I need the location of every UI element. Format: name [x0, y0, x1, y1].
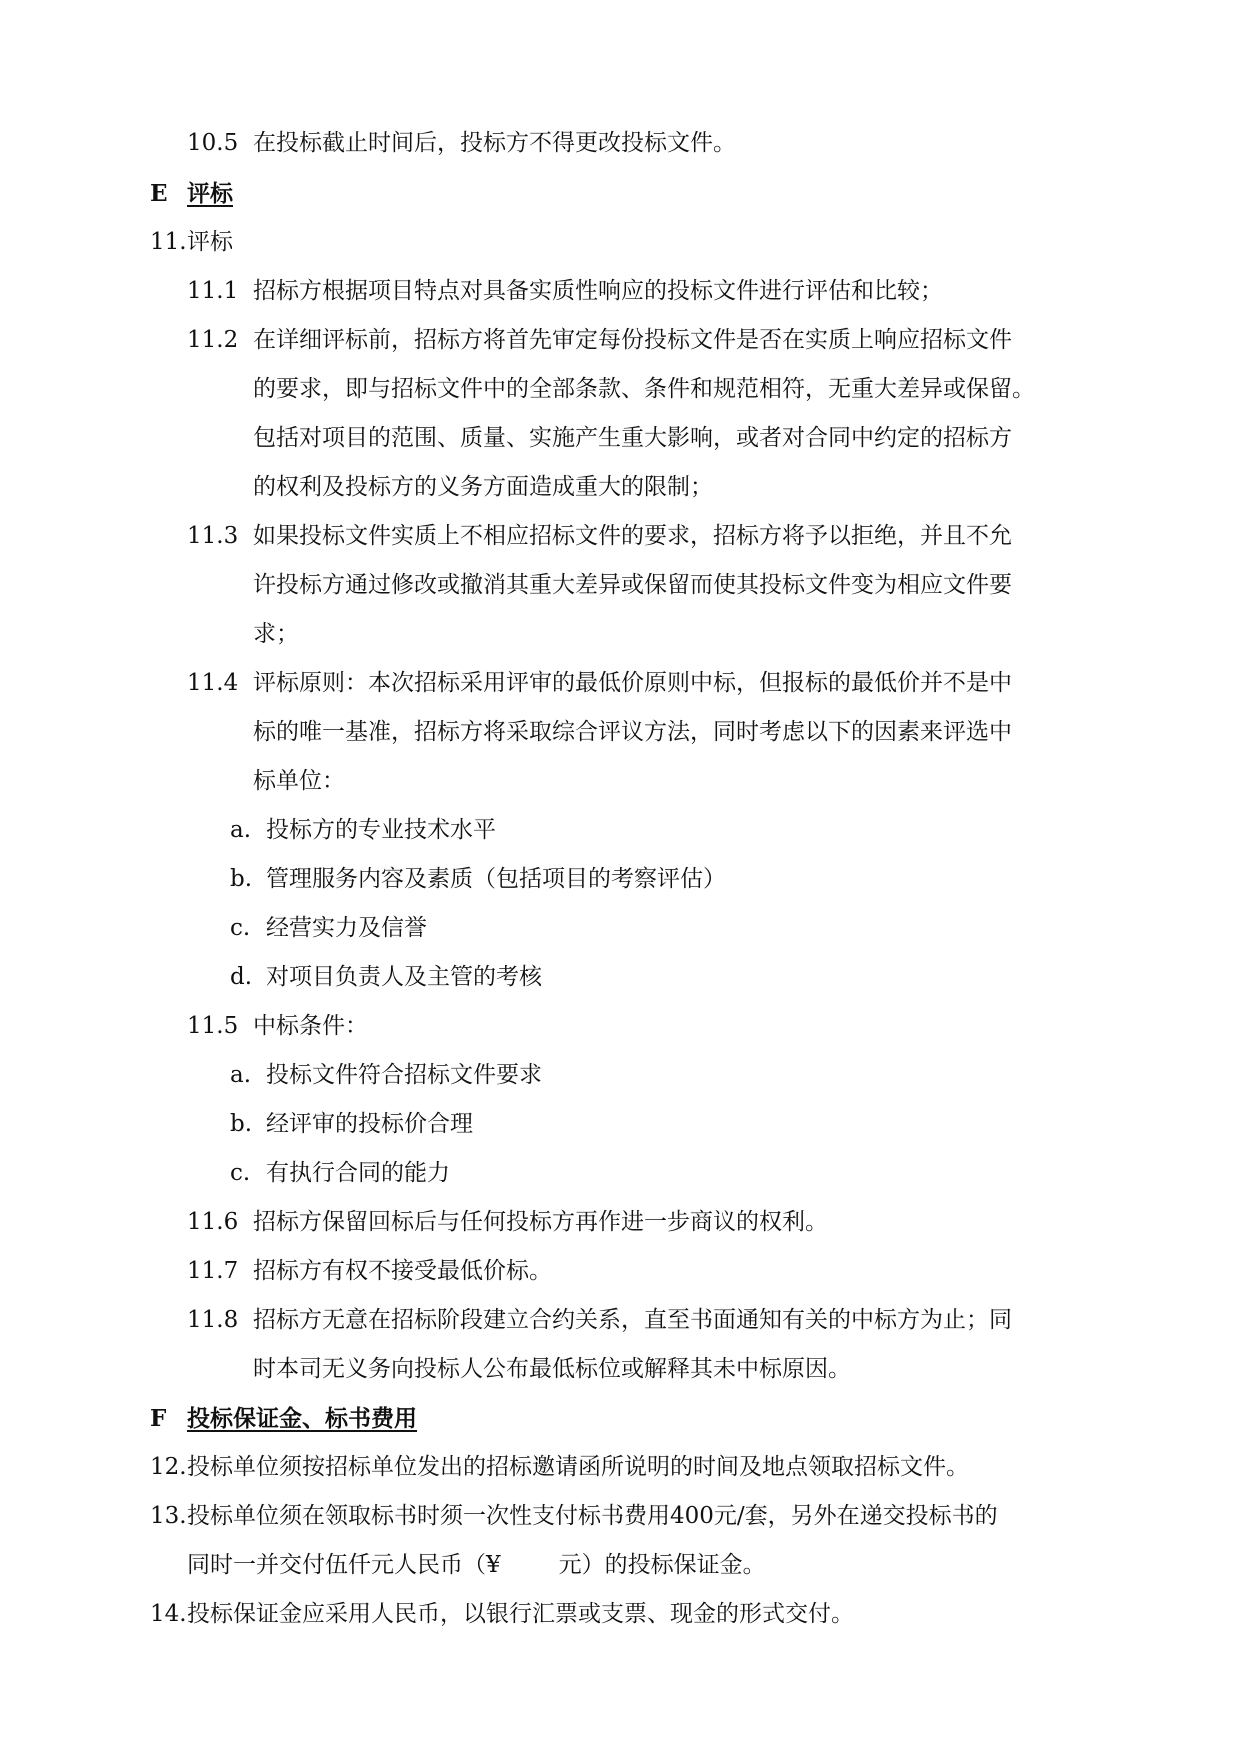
- item-14: [0, 1590, 1241, 1639]
- item-number: 11.: [150, 229, 187, 255]
- clause-text-line: 的权利及投标方的义务方面造成重大的限制；: [253, 474, 713, 500]
- clause-number: 11.8: [187, 1307, 239, 1333]
- clause-text-line: 评标原则：本次招标采用评审的最低价原则中标，但报标的最低价并不是中: [253, 670, 1012, 696]
- clause-11-5: [0, 1002, 1241, 1051]
- section-title: 评标: [187, 180, 233, 207]
- clause-number: 11.2: [187, 327, 239, 353]
- list-text: 有执行合同的能力: [266, 1160, 450, 1186]
- list-text: 管理服务内容及素质（包括项目的考察评估）: [266, 866, 726, 892]
- clause-10-5: [0, 119, 1241, 168]
- item-text-line: [187, 1541, 766, 1590]
- item-text: 投标保证金应采用人民币，以银行汇票或支票、现金的形式交付。: [187, 1601, 854, 1627]
- clause-11-3: [0, 512, 1241, 659]
- section-letter: F: [150, 1405, 167, 1432]
- clause-number: 11.7: [187, 1258, 239, 1284]
- list-item: [0, 855, 1241, 904]
- list-letter: d.: [230, 964, 253, 990]
- section-letter: E: [150, 180, 168, 207]
- item-text: 投标单位须按招标单位发出的招标邀请函所说明的时间及地点领取招标文件。: [187, 1454, 969, 1480]
- clause-text-line: 求；: [253, 621, 299, 647]
- list-item: [0, 1100, 1241, 1149]
- item-number: 14.: [150, 1601, 187, 1627]
- clause-number: 10.5: [187, 130, 239, 156]
- clause-text: 招标方保留回标后与任何投标方再作进一步商议的权利。: [253, 1209, 828, 1235]
- deposit-text-after: 元）的投标保证金。: [558, 1552, 766, 1578]
- item-text-line: 投标单位须在领取标书时须一次性支付标书费用400元/套，另外在递交投标书的: [187, 1503, 998, 1529]
- clause-text-line: 在详细评标前，招标方将首先审定每份投标文件是否在实质上响应招标文件: [253, 327, 1012, 353]
- list-item: [0, 904, 1241, 953]
- clause-number: 11.1: [187, 278, 239, 304]
- clause-text-line: 如果投标文件实质上不相应招标文件的要求，招标方将予以拒绝，并且不允: [253, 523, 1012, 549]
- list-text: 投标方的专业技术水平: [266, 817, 496, 843]
- list-letter: a.: [230, 817, 252, 843]
- clause-number: 11.3: [187, 523, 239, 549]
- list-item: [0, 953, 1241, 1002]
- clause-11-4-list: [0, 806, 1241, 1002]
- section-heading-f: [150, 1394, 417, 1443]
- item-12: [0, 1443, 1241, 1492]
- clause-text-line: 标单位：: [253, 768, 345, 794]
- clause-number: 11.4: [187, 670, 239, 696]
- clause-text-line: 的要求，即与招标文件中的全部条款、条件和规范相符，无重大差异或保留。: [253, 376, 1035, 402]
- list-item: [0, 806, 1241, 855]
- item-number: 12.: [150, 1454, 187, 1480]
- clause-text: 招标方根据项目特点对具备实质性响应的投标文件进行评估和比较；: [253, 278, 943, 304]
- list-text: 投标文件符合招标文件要求: [266, 1062, 542, 1088]
- list-text: 经营实力及信誉: [266, 915, 427, 941]
- section-heading-e: [150, 169, 233, 218]
- clause-11-5-list: [0, 1051, 1241, 1198]
- list-text: 对项目负责人及主管的考核: [266, 964, 542, 990]
- clause-11-6: [0, 1198, 1241, 1247]
- clause-11-8: [0, 1296, 1241, 1394]
- list-text: 经评审的投标价合理: [266, 1111, 473, 1137]
- clause-text-line: 招标方无意在招标阶段建立合约关系，直至书面通知有关的中标方为止；同: [253, 1307, 1012, 1333]
- list-letter: b.: [230, 1111, 253, 1137]
- item-text: 评标: [187, 229, 233, 255]
- clause-text-line: 许投标方通过修改或撤消其重大差异或保留而使其投标文件变为相应文件要: [253, 572, 1012, 598]
- list-letter: b.: [230, 866, 253, 892]
- clause-text: 招标方有权不接受最低价标。: [253, 1258, 552, 1284]
- clause-11-7: [0, 1247, 1241, 1296]
- clause-11-1: [0, 267, 1241, 316]
- list-item: [0, 1051, 1241, 1100]
- clause-number: 11.6: [187, 1209, 239, 1235]
- clause-11-4: [0, 659, 1241, 806]
- clause-text: 在投标截止时间后，投标方不得更改投标文件。: [253, 130, 736, 156]
- item-13: [0, 1492, 1241, 1590]
- section-title: 投标保证金、标书费用: [187, 1405, 417, 1432]
- item-number: 13.: [150, 1503, 187, 1529]
- deposit-text-before: 同时一并交付伍仟元人民币（¥: [187, 1552, 501, 1578]
- clause-text: 中标条件：: [253, 1013, 368, 1039]
- clause-11-2: [0, 316, 1241, 512]
- list-letter: a.: [230, 1062, 252, 1088]
- list-item: [0, 1149, 1241, 1198]
- clause-text-line: 时本司无义务向投标人公布最低标位或解释其未中标原因。: [253, 1356, 851, 1382]
- list-letter: c.: [230, 1160, 251, 1186]
- item-11: [0, 218, 1241, 267]
- clause-text-line: 标的唯一基准，招标方将采取综合评议方法，同时考虑以下的因素来评选中: [253, 719, 1012, 745]
- list-letter: c.: [230, 915, 251, 941]
- clause-number: 11.5: [187, 1013, 239, 1039]
- clause-text-line: 包括对项目的范围、质量、实施产生重大影响，或者对合同中约定的招标方: [253, 425, 1012, 451]
